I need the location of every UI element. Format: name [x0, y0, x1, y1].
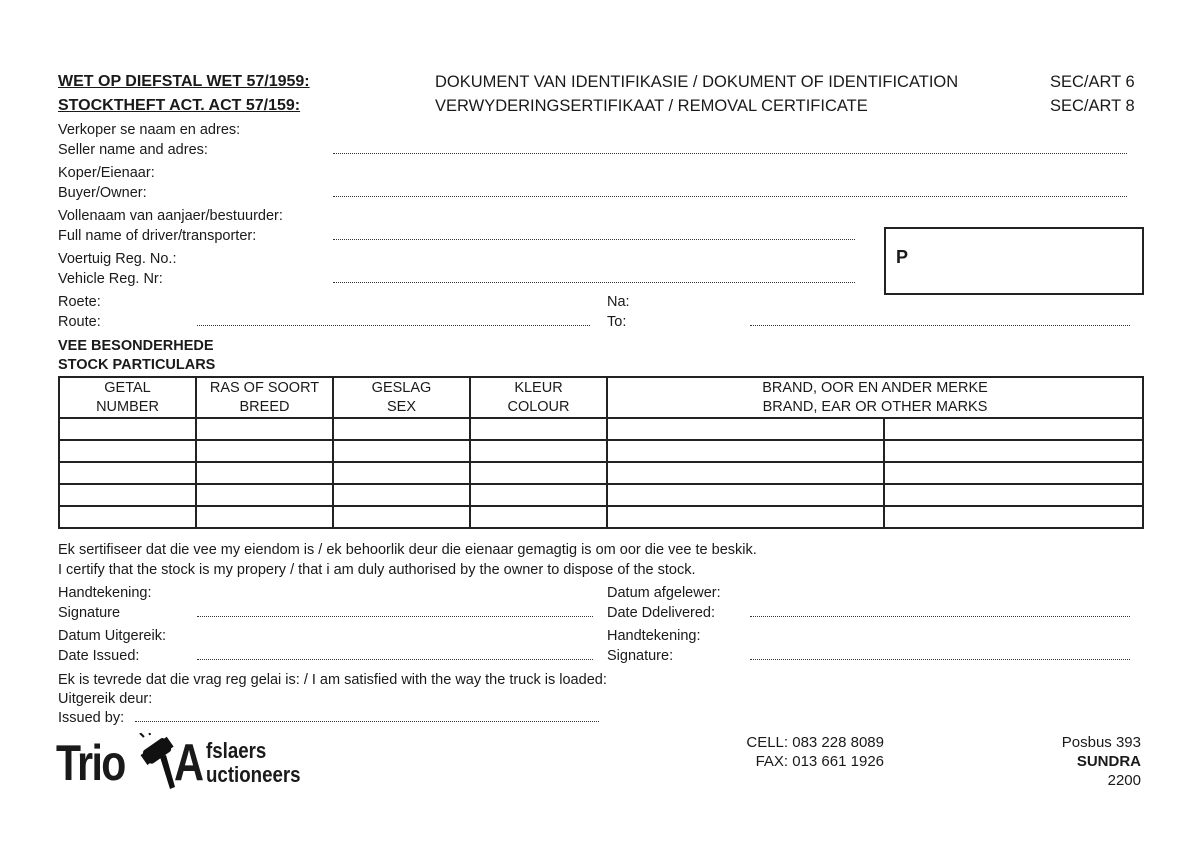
act-title-en: STOCKTHEFT ACT. ACT 57/159:: [58, 97, 301, 114]
table-cell[interactable]: [470, 484, 607, 506]
issued-by-label-af: Uitgereik deur:: [58, 691, 153, 707]
driver-field[interactable]: [333, 239, 855, 240]
table-row: [59, 484, 1143, 506]
table-cell[interactable]: [59, 462, 196, 484]
table-row: [59, 418, 1143, 440]
to-label-en: To:: [607, 314, 627, 330]
certify-text-af: Ek sertifiseer dat die vee my eiendom is / ek behoorlik deur die eienaar gemagtig is om oor die vee te beskik.: [58, 542, 757, 558]
stock-title-en: STOCK PARTICULARS: [58, 357, 216, 373]
buyer-label-en: Buyer/Owner:: [58, 185, 147, 201]
table-cell[interactable]: [333, 484, 470, 506]
contact-cell: CELL: 083 228 8089: [746, 734, 884, 751]
table-cell[interactable]: [470, 462, 607, 484]
table-cell[interactable]: [884, 484, 1143, 506]
table-cell[interactable]: [196, 506, 333, 528]
date-issued-label-en: Date Issued:: [58, 648, 140, 664]
col-header-breed: RAS OF SOORT BREED: [196, 377, 333, 418]
trio-auctioneers-logo: [56, 733, 318, 793]
seller-field[interactable]: [333, 153, 1127, 154]
driver-label-en: Full name of driver/transporter:: [58, 228, 257, 244]
seller-label-en: Seller name and adres:: [58, 142, 208, 158]
act-title-af: WET OP DIEFSTAL WET 57/1959:: [58, 73, 310, 90]
table-cell[interactable]: [470, 506, 607, 528]
route-label-af: Roete:: [58, 294, 101, 310]
receiver-signature-label-af: Handtekening:: [607, 628, 701, 644]
logo-afslaers-text: fslaers: [206, 738, 267, 763]
to-field[interactable]: [750, 325, 1130, 326]
table-cell[interactable]: [333, 462, 470, 484]
signature-label-en: Signature: [58, 605, 121, 621]
table-row: [59, 506, 1143, 528]
route-label-en: Route:: [58, 314, 101, 330]
certify-text-en: I certify that the stock is my propery / that i am duly authorised by the owner to dispose of the stock.: [58, 562, 696, 578]
table-cell[interactable]: [196, 418, 333, 440]
col-header-number: GETAL NUMBER: [59, 377, 196, 418]
table-cell[interactable]: [196, 440, 333, 462]
address-town: SUNDRA: [1076, 753, 1141, 770]
logo-auctioneers-text: uctioneers: [206, 762, 301, 787]
table-cell[interactable]: [884, 440, 1143, 462]
doc-title-removal: VERWYDERINGSERTIFIKAAT / REMOVAL CERTIFICATE: [435, 97, 868, 115]
table-cell[interactable]: [59, 484, 196, 506]
table-cell[interactable]: [196, 462, 333, 484]
table-cell[interactable]: [470, 418, 607, 440]
logo-a-letter: A: [174, 734, 205, 792]
col-header-marks: BRAND, OOR EN ANDER MERKE BRAND, EAR OR OTHER MARKS: [607, 377, 1143, 418]
route-field[interactable]: [197, 325, 590, 326]
table-cell[interactable]: [607, 462, 884, 484]
table-cell[interactable]: [607, 484, 884, 506]
receiver-signature-label-en: Signature:: [607, 648, 674, 664]
table-cell[interactable]: [607, 506, 884, 528]
table-cell[interactable]: [884, 462, 1143, 484]
signature-field[interactable]: [197, 616, 593, 617]
stock-table: [58, 376, 1144, 529]
address-postal-code: 2200: [1107, 772, 1141, 789]
to-label-af: Na:: [607, 294, 630, 310]
contact-fax: FAX: 013 661 1926: [755, 753, 884, 770]
doc-title-identification: DOKUMENT VAN IDENTIFIKASIE / DOKUMENT OF IDENTIFICATION: [435, 73, 959, 91]
table-cell[interactable]: [59, 418, 196, 440]
vehicle-field[interactable]: [333, 282, 855, 283]
table-row: [59, 462, 1143, 484]
table-cell[interactable]: [333, 506, 470, 528]
signature-label-af: Handtekening:: [58, 585, 152, 601]
table-row: [59, 440, 1143, 462]
date-delivered-field[interactable]: [750, 616, 1130, 617]
section-8-label: SEC/ART 8: [1050, 97, 1135, 115]
col-header-colour: KLEUR COLOUR: [470, 377, 607, 418]
table-cell[interactable]: [333, 440, 470, 462]
stock-table-header: [59, 377, 1143, 418]
table-cell[interactable]: [59, 506, 196, 528]
seller-label-af: Verkoper se naam en adres:: [58, 122, 241, 138]
issued-by-field[interactable]: [135, 721, 599, 722]
table-cell[interactable]: [196, 484, 333, 506]
buyer-label-af: Koper/Eienaar:: [58, 165, 155, 181]
table-cell[interactable]: [470, 440, 607, 462]
address-posbus: Posbus 393: [1061, 734, 1141, 751]
permit-box-label: P: [896, 247, 909, 267]
permit-box[interactable]: [884, 227, 1144, 295]
issued-by-label-en: Issued by:: [58, 710, 125, 726]
table-cell[interactable]: [884, 418, 1143, 440]
section-6-label: SEC/ART 6: [1050, 73, 1135, 91]
table-cell[interactable]: [884, 506, 1143, 528]
loading-satisfied-text: Ek is tevrede dat die vrag reg gelai is: / I am satisfied with the way the truck is loaded:: [58, 672, 607, 688]
stock-title-af: VEE BESONDERHEDE: [58, 338, 214, 354]
date-issued-field[interactable]: [197, 659, 593, 660]
table-cell[interactable]: [333, 418, 470, 440]
col-header-sex: GESLAG SEX: [333, 377, 470, 418]
table-cell[interactable]: [607, 418, 884, 440]
table-cell[interactable]: [607, 440, 884, 462]
logo-trio-text: Trio: [56, 735, 125, 791]
date-delivered-label-en: Date Ddelivered:: [607, 605, 715, 621]
buyer-field[interactable]: [333, 196, 1127, 197]
table-cell[interactable]: [59, 440, 196, 462]
date-issued-label-af: Datum Uitgereik:: [58, 628, 166, 644]
vehicle-label-af: Voertuig Reg. No.:: [58, 251, 177, 267]
vehicle-label-en: Vehicle Reg. Nr:: [58, 271, 163, 287]
receiver-signature-field[interactable]: [750, 659, 1130, 660]
driver-label-af: Vollenaam van aanjaer/bestuurder:: [58, 208, 283, 224]
date-delivered-label-af: Datum afgelewer:: [607, 585, 721, 601]
